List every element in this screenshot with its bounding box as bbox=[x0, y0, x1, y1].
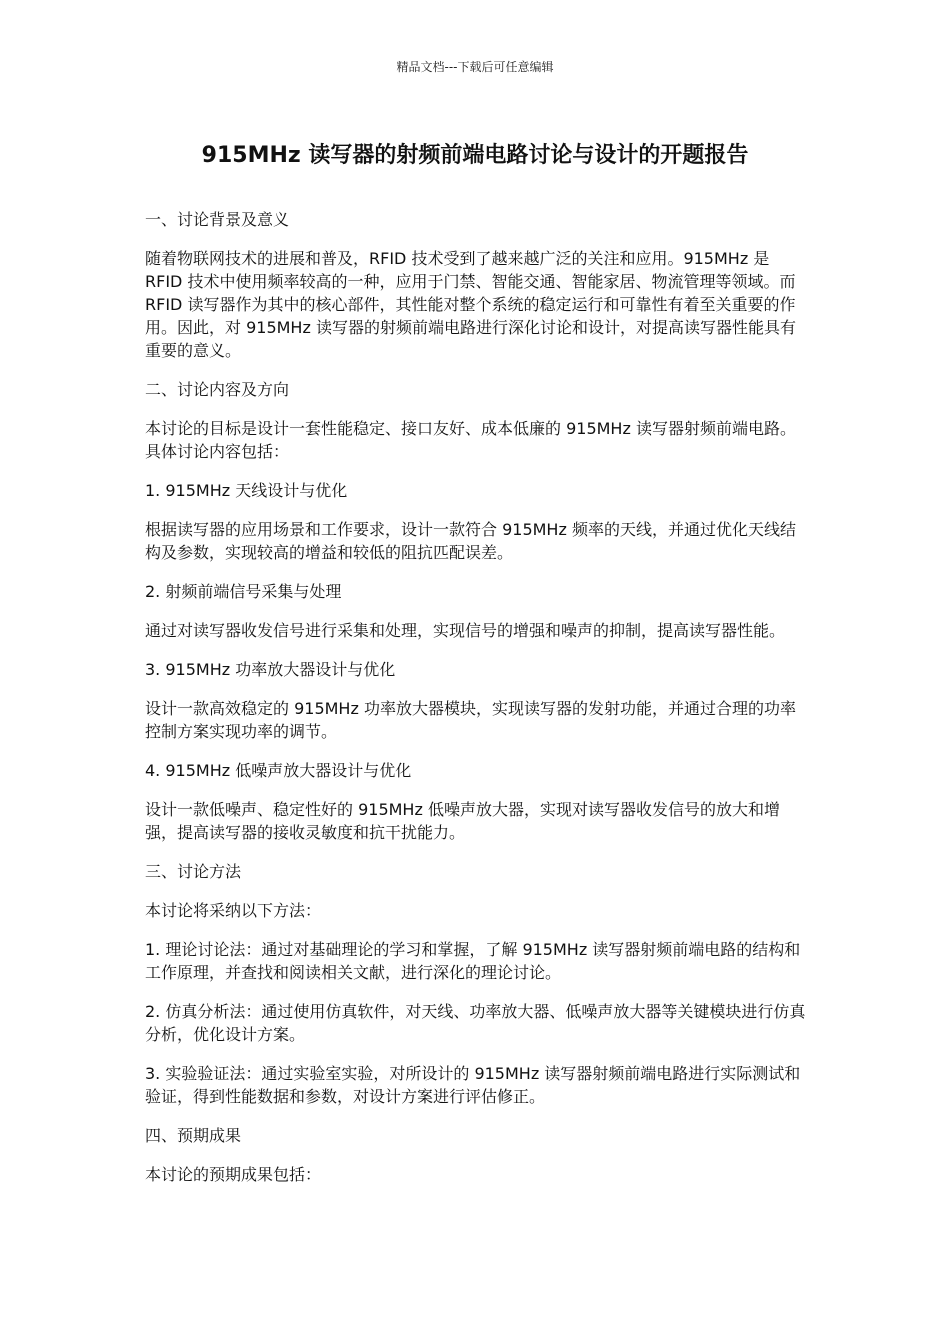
section-heading-results: 四、预期成果 bbox=[145, 1126, 242, 1145]
subheading-antenna: 1. 915MHz 天线设计与优化 bbox=[145, 481, 348, 500]
document-title: 915MHz 读写器的射频前端电路讨论与设计的开题报告 bbox=[201, 143, 749, 168]
paragraph-lna: 设计一款低噪声、稳定性好的 915MHz 低噪声放大器，实现对读写器收发信号的放大和增强，提高读写器的接收灵敏度和抗干扰能力。 bbox=[145, 800, 780, 842]
subheading-signal: 2. 射频前端信号采集与处理 bbox=[145, 582, 342, 601]
paragraph-method-theory: 1. 理论讨论法：通过对基础理论的学习和掌握，了解 915MHz 读写器射频前端电路的结构和工作原理，并查找和阅读相关文献，进行深化的理论讨论。 bbox=[145, 940, 801, 982]
subheading-power-amplifier: 3. 915MHz 功率放大器设计与优化 bbox=[145, 660, 396, 679]
section-heading-content: 二、讨论内容及方向 bbox=[145, 380, 290, 399]
paragraph-methods-intro: 本讨论将采纳以下方法： bbox=[145, 901, 322, 920]
section-heading-background: 一、讨论背景及意义 bbox=[145, 210, 290, 229]
paragraph-background: 随着物联网技术的进展和普及，RFID 技术受到了越来越广泛的关注和应用。915MHz 是 RFID 技术中使用频率较高的一种，应用于门禁、智能交通、智能家居、物流管理等领域。而 RFID 读写器作为其中的核心部件，其性能对整个系统的稳定运行和可靠性有着至关重要的作用。因此，对 915MHz 读写器的射频前端电路进行深化讨论和设计，对提高读写器性能具有重要的意义。 bbox=[145, 249, 796, 360]
paragraph-content-intro: 本讨论的目标是设计一套性能稳定、接口友好、成本低廉的 915MHz 读写器射频前端电路。具体讨论内容包括： bbox=[145, 419, 796, 461]
paragraph-power-amplifier: 设计一款高效稳定的 915MHz 功率放大器模块，实现读写器的发射功能，并通过合理的功率控制方案实现功率的调节。 bbox=[145, 699, 796, 741]
paragraph-results-intro: 本讨论的预期成果包括： bbox=[145, 1165, 322, 1184]
subheading-lna: 4. 915MHz 低噪声放大器设计与优化 bbox=[145, 761, 412, 780]
section-heading-methods: 三、讨论方法 bbox=[145, 862, 242, 881]
paragraph-method-experiment: 3. 实验验证法：通过实验室实验，对所设计的 915MHz 读写器射频前端电路进行实际测试和验证，得到性能数据和参数，对设计方案进行评估修正。 bbox=[145, 1064, 801, 1106]
paragraph-signal: 通过对读写器收发信号进行采集和处理，实现信号的增强和噪声的抑制，提高读写器性能。 bbox=[145, 621, 786, 640]
paragraph-antenna: 根据读写器的应用场景和工作要求，设计一款符合 915MHz 频率的天线，并通过优化天线结构及参数，实现较高的增益和较低的阻抗匹配误差。 bbox=[145, 520, 796, 562]
header-note: 精品文档---下载后可任意编辑 bbox=[396, 60, 554, 74]
document-body bbox=[145, 208, 810, 1202]
paragraph-method-simulation: 2. 仿真分析法：通过使用仿真软件，对天线、功率放大器、低噪声放大器等关键模块进行仿真分析，优化设计方案。 bbox=[145, 1002, 806, 1044]
